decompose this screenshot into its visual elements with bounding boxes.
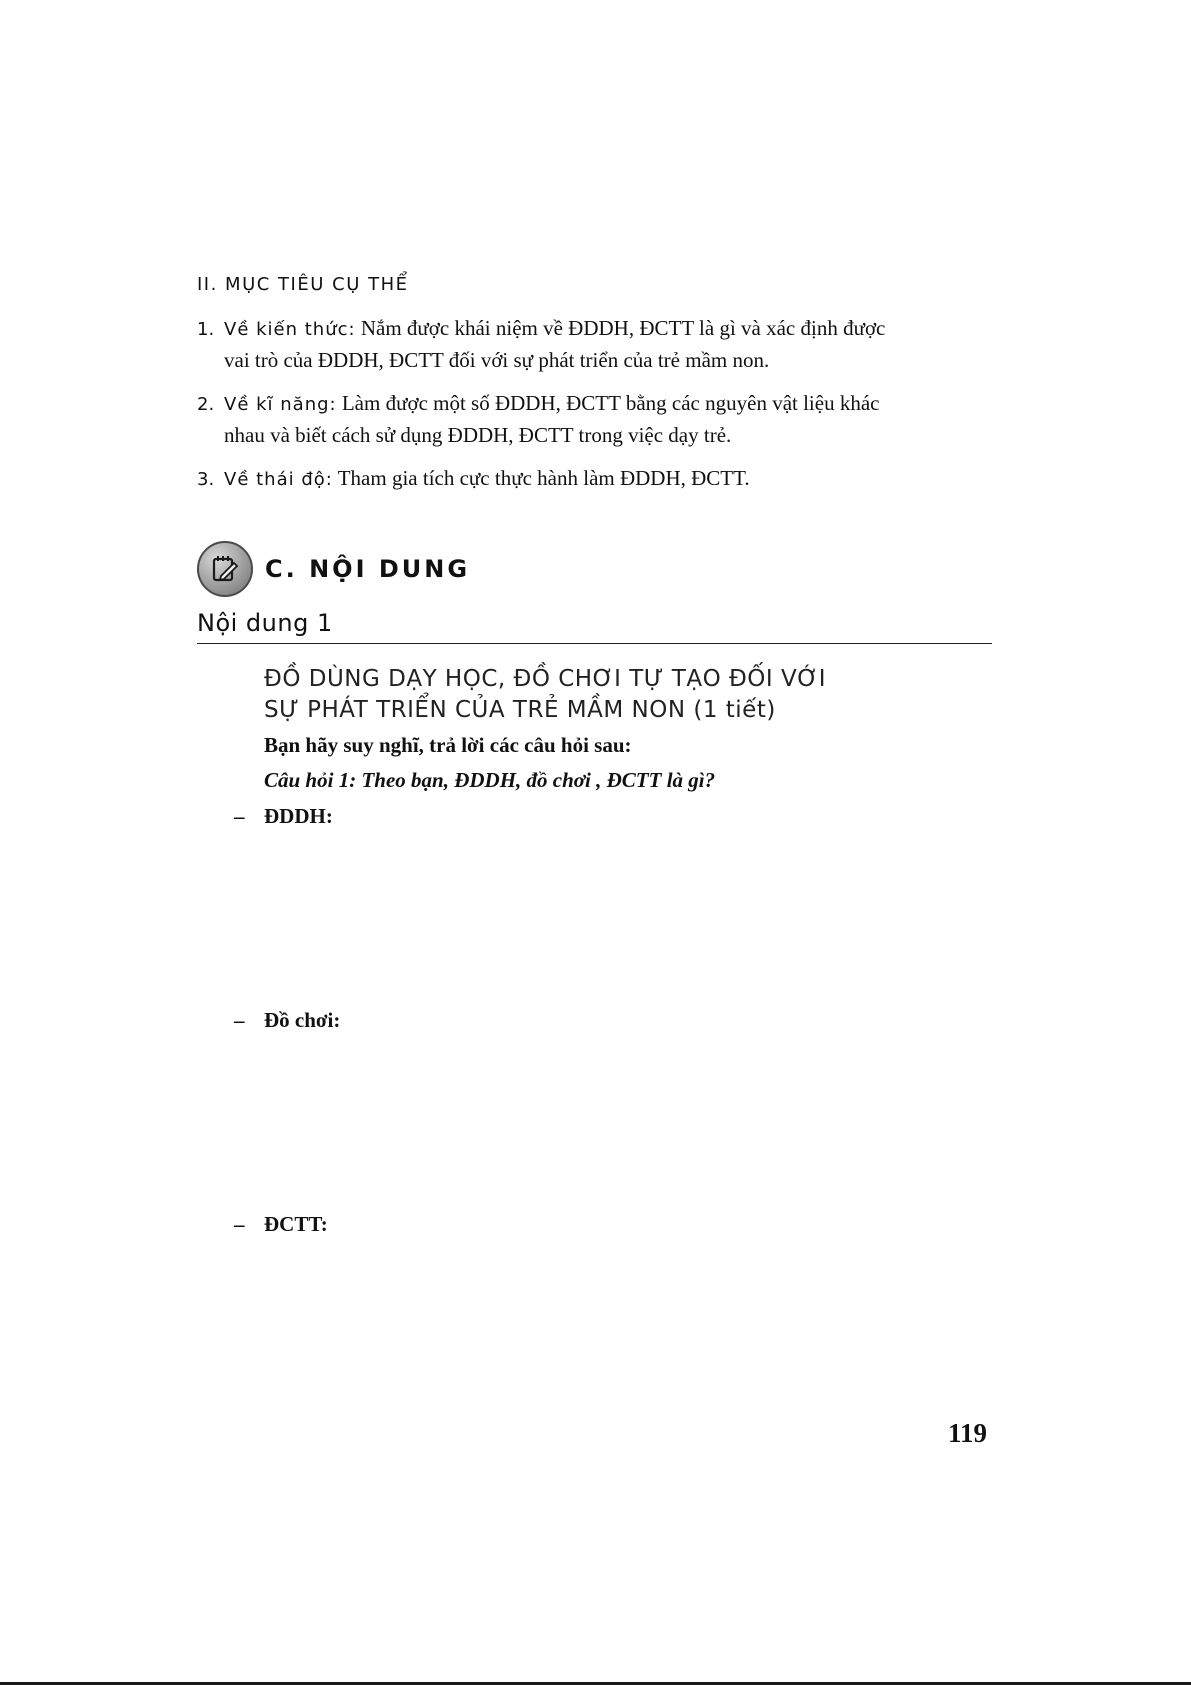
objective-number: 3. (197, 469, 215, 490)
objective-skills (197, 388, 997, 451)
bullet-label: Đồ chơi: (264, 1008, 341, 1032)
notepad-pencil-icon (197, 541, 253, 597)
title-divider (197, 643, 992, 644)
question-1: Câu hỏi 1: Theo bạn, ĐDDH, đồ chơi , ĐCTT là gì? (264, 768, 716, 792)
bullet-label: ĐDDH: (264, 804, 333, 828)
page-number: 119 (948, 1418, 988, 1448)
subtitle-line: ĐỒ DÙNG DẠY HỌC, ĐỒ CHƠI TỰ TẠO ĐỐI VỚI (264, 666, 827, 692)
objective-lead: Về kiến thức: (224, 319, 356, 340)
subtitle-line: SỰ PHÁT TRIỂN CỦA TRẺ MẦM NON (1 tiết) (264, 697, 776, 723)
objective-text-continued: nhau và biết cách sử dụng ĐDDH, ĐCTT trong việc dạy trẻ. (224, 423, 732, 447)
objective-text: Nắm được khái niệm về ĐDDH, ĐCTT là gì và xác định được (360, 316, 886, 340)
objective-number: 1. (197, 319, 215, 340)
bullet-label: ĐCTT: (264, 1212, 328, 1236)
objective-text: Tham gia tích cực thực hành làm ĐDDH, ĐCTT. (337, 466, 750, 490)
content-unit-subtitle (264, 664, 826, 726)
bullet-dash: – (234, 804, 245, 828)
answer-bullet-do-choi (234, 1008, 340, 1033)
objective-lead: Về thái độ: (224, 469, 333, 490)
objective-number: 2. (197, 394, 215, 415)
objective-text-continued: vai trò của ĐDDH, ĐCTT đối với sự phát triển của trẻ mầm non. (224, 348, 770, 372)
objective-text: Làm được một số ĐDDH, ĐCTT bằng các nguyên vật liệu khác (341, 391, 880, 415)
objective-lead: Về kĩ năng: (224, 394, 337, 415)
bullet-dash: – (234, 1212, 245, 1236)
objective-attitude (197, 463, 997, 495)
bullet-dash: – (234, 1008, 245, 1032)
instruction-prompt: Bạn hãy suy nghĩ, trả lời các câu hỏi sau: (264, 733, 632, 757)
content-section-header (197, 540, 470, 598)
content-section-title: C. NỘI DUNG (265, 555, 471, 583)
answer-bullet-dddh (234, 804, 333, 829)
objective-knowledge (197, 313, 997, 376)
section-heading: II. MỤC TIÊU CỤ THỂ (197, 274, 409, 295)
content-unit-title: Nội dung 1 (197, 609, 333, 637)
answer-bullet-dctt (234, 1212, 328, 1237)
